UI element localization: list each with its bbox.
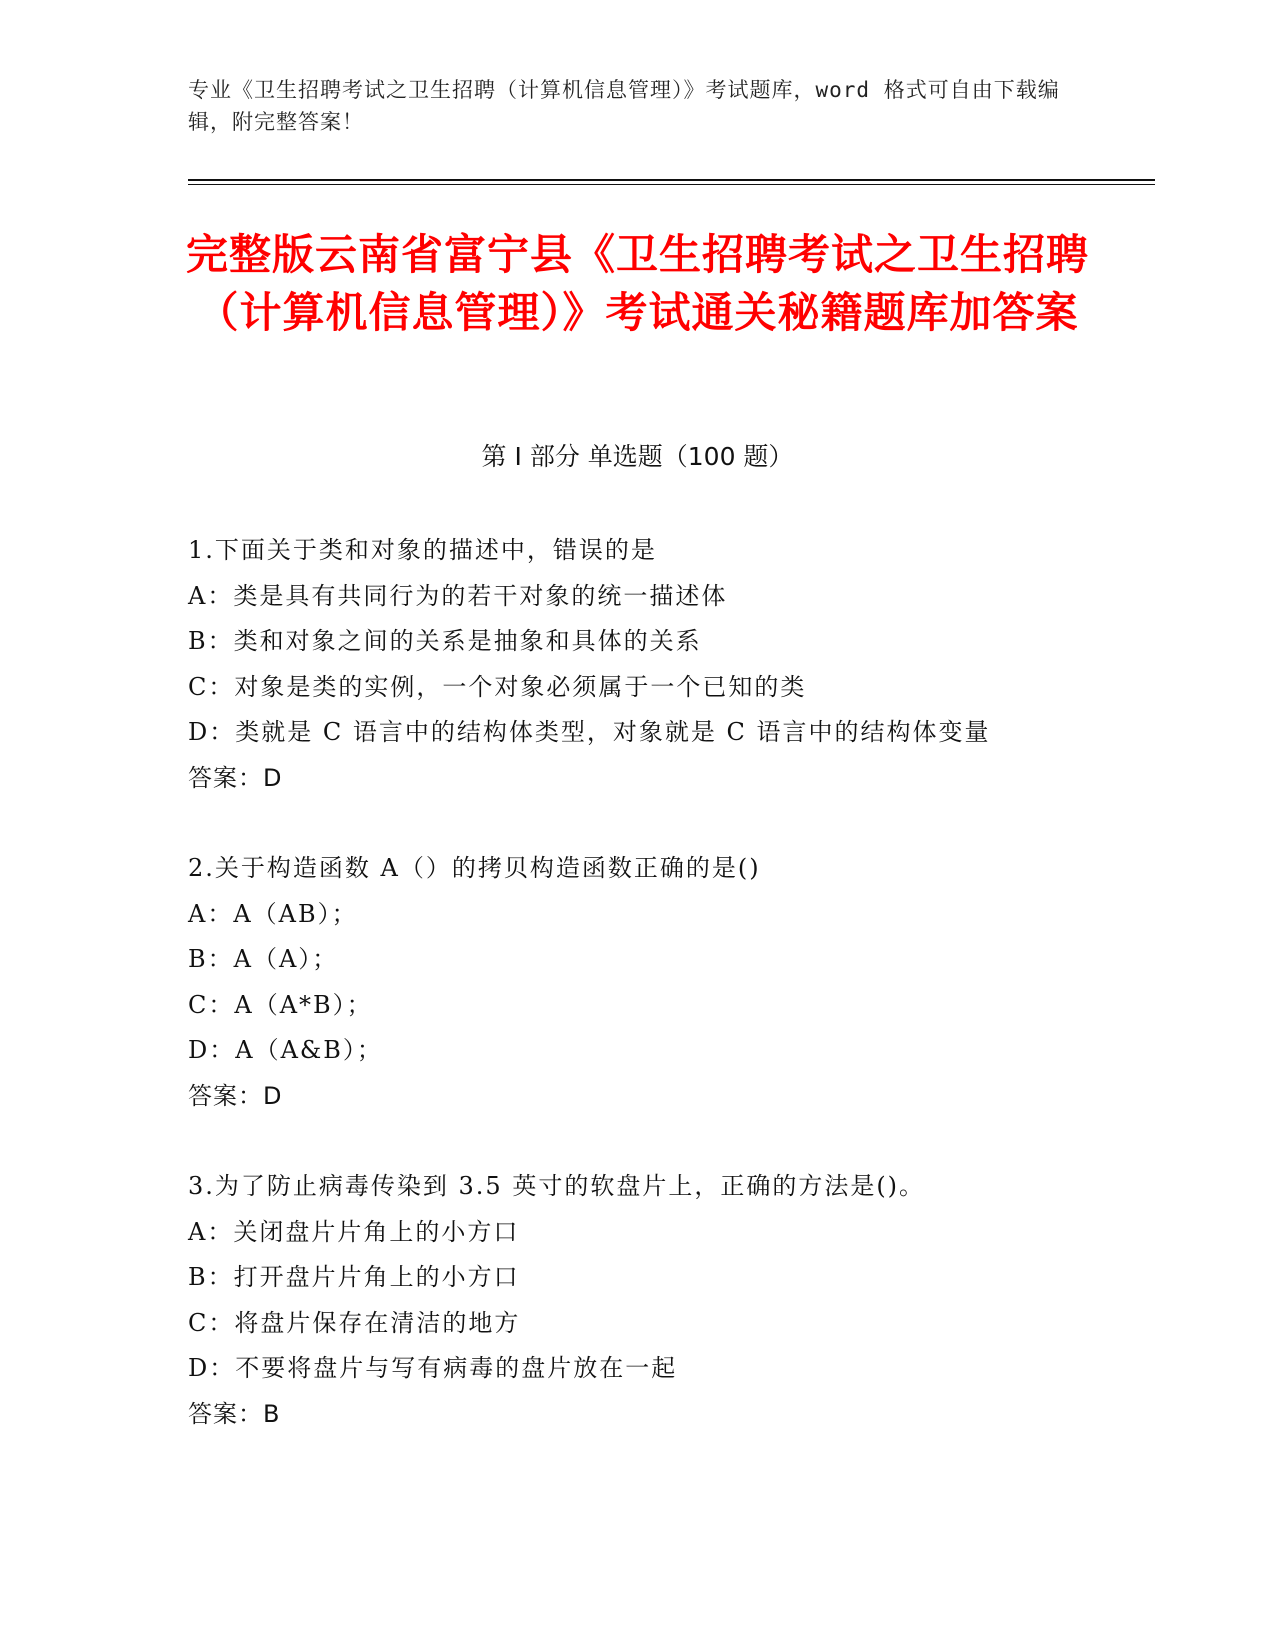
question-3 <box>188 1164 1148 1437</box>
answer: 答案：B <box>188 1399 281 1428</box>
option-b: B：类和对象之间的关系是抽象和具体的关系 <box>188 627 702 655</box>
answer: 答案：D <box>188 1081 283 1110</box>
option-c: C：A（A*B）； <box>188 990 373 1019</box>
header-divider <box>188 179 1155 181</box>
header-divider-thin <box>188 184 1155 185</box>
question-stem: 2.关于构造函数 A（）的拷贝构造函数正确的是() <box>188 854 761 882</box>
option-d: D：类就是 C 语言中的结构体类型，对象就是 C 语言中的结构体变量 <box>188 718 991 746</box>
option-d: D：A（A&B）； <box>188 1036 383 1064</box>
option-b: B：A（A）； <box>188 945 339 973</box>
question-stem: 1.下面关于类和对象的描述中，错误的是 <box>188 536 657 564</box>
question-2 <box>188 846 1148 1119</box>
option-c: C：将盘片保存在清洁的地方 <box>188 1308 521 1337</box>
option-c: C：对象是类的实例，一个对象必须属于一个已知的类 <box>188 672 807 701</box>
option-a: A：A（AB）； <box>188 899 358 928</box>
section-heading: 第 I 部分 单选题（100 题） <box>481 442 794 471</box>
option-d: D：不要将盘片与写有病毒的盘片放在一起 <box>188 1354 678 1382</box>
header-note: 专业《卫生招聘考试之卫生招聘（计算机信息管理）》考试题库，word 格式可自由下载编辑，附完整答案！ <box>188 78 1060 134</box>
option-a: A：类是具有共同行为的若干对象的统一描述体 <box>188 581 728 610</box>
answer: 答案：D <box>188 763 283 792</box>
option-a: A：关闭盘片片角上的小方口 <box>188 1217 520 1246</box>
question-stem: 3.为了防止病毒传染到 3.5 英寸的软盘片上，正确的方法是()。 <box>188 1172 926 1200</box>
question-list <box>188 528 1148 1482</box>
question-1 <box>188 528 1148 801</box>
option-b: B：打开盘片片角上的小方口 <box>188 1263 520 1291</box>
document-title: 完整版云南省富宁县《卫生招聘考试之卫生招聘（计算机信息管理）》考试通关秘籍题库加答案 <box>185 230 1089 337</box>
